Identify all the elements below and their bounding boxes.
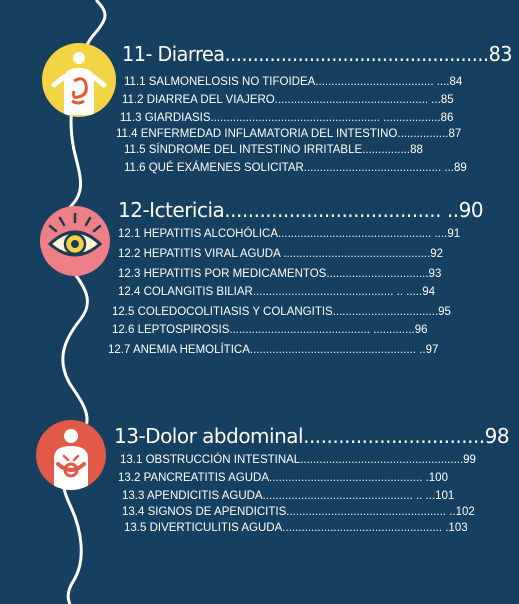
toc-item: 13.5 DIVERTICULITIS AGUDA.................................................. .103 [124, 522, 468, 534]
toc-item: 13.1 OBSTRUCCIÓN INTESTINAL...................................................99 [120, 454, 476, 466]
toc-item: 11.4 ENFERMEDAD INFLAMATORIA DEL INTESTINO................87 [116, 128, 462, 140]
toc-item: 13.4 SIGNOS DE APENDICITIS.................................................. ..102 [122, 506, 475, 518]
eye-icon [40, 206, 110, 276]
toc-item: 12.2 HEPATITIS VIRAL AGUDA ..............................................92 [118, 248, 444, 260]
toc-item: 11.1 SALMONELOSIS NO TIFOIDEA..................................... ....84 [124, 76, 463, 88]
section-heading-ictericia: 12-Ictericia..................................... ..90 [118, 198, 484, 222]
section-heading-diarrea: 11- Diarrea...............................................83 [122, 42, 513, 66]
toc-item: 11.5 SÍNDROME DEL INTESTINO IRRITABLE...............88 [124, 144, 423, 156]
toc-item: 13.3 APENDICITIS AGUDA............................................... .. ...101 [122, 490, 455, 502]
toc-item: 11.2 DIARREA DEL VIAJERO................................................ ...85 [122, 94, 454, 106]
toc-item: 12.5 COLEDOCOLITIASIS Y COLANGITIS.................................95 [112, 306, 451, 318]
toc-item: 11.6 QUÉ EXÁMENES SOLICITAR........................................... ...89 [124, 162, 467, 174]
section-heading-dolor-abdominal: 13-Dolor abdominal...............................98 [114, 424, 510, 448]
toc-item: 12.4 COLANGITIS BILIAR............................................ .. .....94 [118, 286, 435, 298]
toc-item: 11.3 GIARDIASIS..................................................... ..................86 [120, 112, 454, 124]
abdominal-pain-icon [36, 420, 106, 490]
toc-item: 12.6 LEPTOSPIROSIS............................................ .............96 [112, 324, 428, 336]
digestive-system-icon [42, 43, 116, 117]
toc-item: 12.1 HEPATITIS ALCOHÓLICA................................................ ....91 [118, 228, 461, 240]
toc-item: 13.2 PANCREATITIS AGUDA................................................ .100 [118, 472, 448, 484]
toc-item: 12.3 HEPATITIS POR MEDICAMENTOS................................93 [118, 268, 442, 280]
toc-item: 12.7 ANEMIA HEMOLÍTICA.................................................... ..97 [108, 344, 439, 356]
